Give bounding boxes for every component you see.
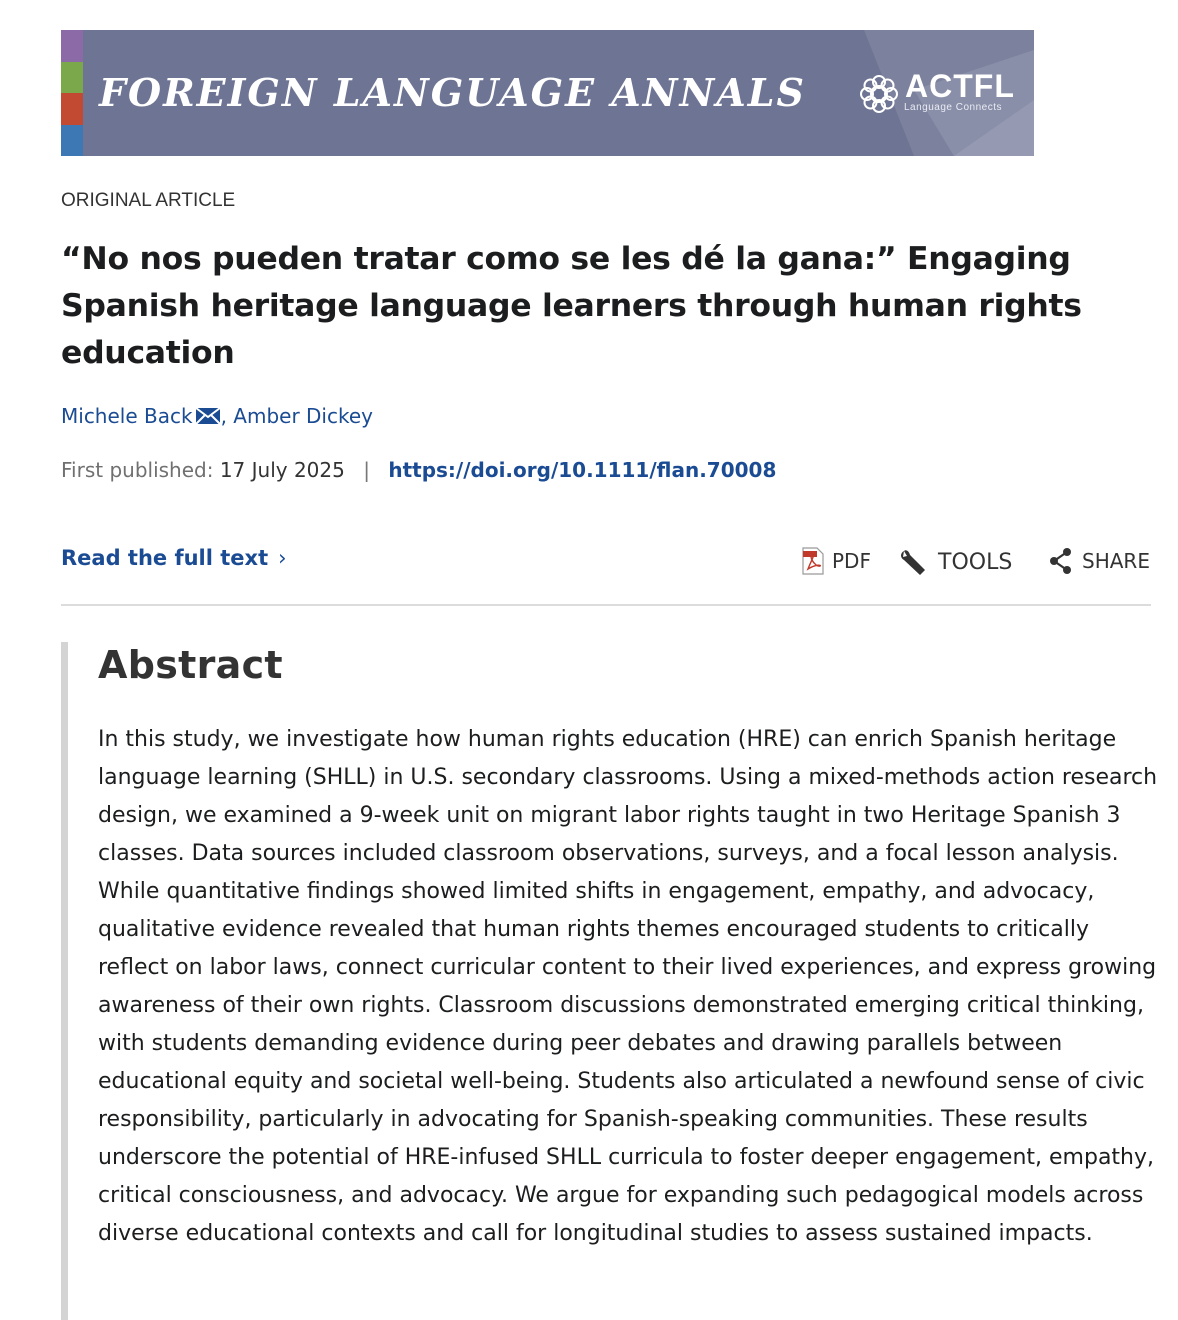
read-full-text-label: Read the full text	[61, 546, 269, 570]
article-title: “No nos pueden tratar como se les dé la gana:” Engaging Spanish heritage language learners through human rights education	[61, 241, 1082, 371]
doi-link[interactable]: https://doi.org/10.1111/flan.70008	[388, 458, 777, 482]
read-full-text-link[interactable]	[61, 546, 287, 570]
share-icon	[1048, 547, 1074, 575]
wrench-icon	[898, 547, 930, 577]
publisher-logo-text: ACTFL	[905, 68, 1015, 104]
first-published-label: First published:	[61, 458, 214, 482]
author-link-amber-dickey[interactable]: Amber Dickey	[233, 404, 373, 428]
banner-color-stripes	[61, 30, 83, 156]
pdf-button[interactable]	[802, 547, 871, 575]
actfl-logo-icon	[855, 70, 903, 118]
email-envelope-icon[interactable]	[195, 406, 221, 426]
author-link-michele-back[interactable]: Michele Back	[61, 404, 193, 428]
abstract-side-bar	[61, 642, 68, 1320]
pdf-label: PDF	[832, 549, 871, 573]
publication-separator: |	[363, 458, 370, 482]
abstract-text: In this study, we investigate how human rights education (HRE) can enrich Spanish heritage language learning (SHLL) in U.S. secondary classrooms. Using a mixed-methods action research design, we examined a 9-week unit on migrant labor rights taught in two Heritage Spanish 3 classes. Data sources included classroom observations, surveys, and a focal lesson analysis. While quantitative findings showed limited shifts in engagement, empathy, and advocacy, qualitative evidence revealed that human rights themes encouraged students to critically reflect on labor laws, connect curricular content to their lived experiences, and express growing awareness of their own rights. Classroom discussions demonstrated emerging critical thinking, with students demanding evidence during peer debates and drawing parallels between educational equity and societal well-being. Students also articulated a newfound sense of civic responsibility, particularly in advocating for Spanish-speaking communities. These results underscore the potential of HRE-infused SHLL curricula to foster deeper engagement, empathy, critical consciousness, and advocacy. We argue for expanding such pedagogical models across diverse educational contexts and call for longitudinal studies to assess sustained impacts.	[98, 727, 1158, 1246]
pdf-icon	[802, 547, 824, 575]
share-button[interactable]	[1048, 547, 1150, 575]
abstract-heading: Abstract	[98, 643, 283, 687]
tools-button[interactable]	[898, 547, 1012, 577]
journal-banner[interactable]	[61, 30, 1034, 156]
author-separator: ,	[220, 404, 227, 428]
share-label: SHARE	[1082, 549, 1150, 573]
publication-info	[61, 458, 776, 482]
first-published-date: 17 July 2025	[219, 458, 345, 482]
author-list	[61, 404, 373, 428]
publisher-tagline: Language Connects	[904, 102, 1003, 113]
section-divider	[61, 604, 1151, 606]
chevron-right-icon: ›	[278, 546, 287, 570]
tools-label: TOOLS	[938, 549, 1013, 575]
journal-name: FOREIGN LANGUAGE ANNALS	[99, 70, 806, 115]
article-type: ORIGINAL ARTICLE	[61, 190, 236, 211]
